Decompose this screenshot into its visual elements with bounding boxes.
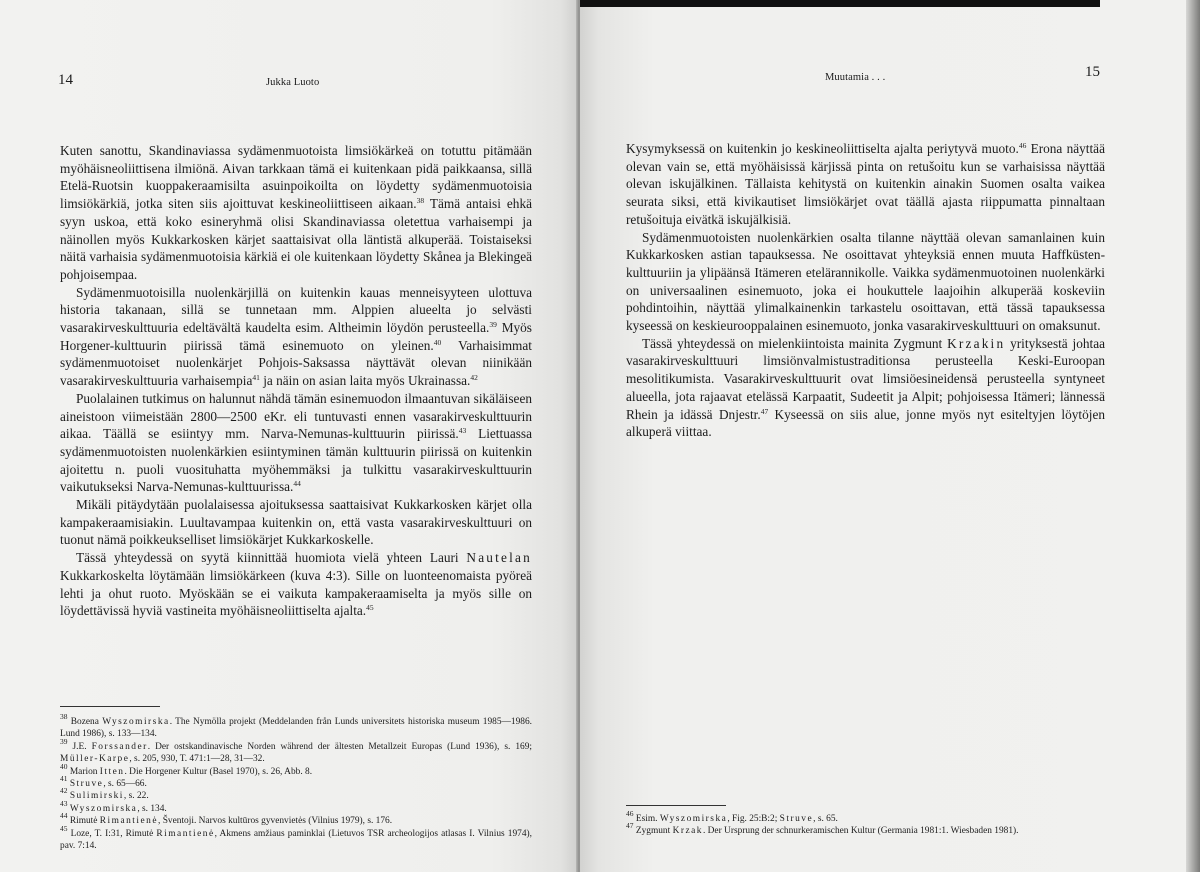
right-body-text [626,140,1105,441]
right-footnotes [626,809,1105,838]
footnote-ref: 47 [760,406,769,416]
footnote-divider [626,805,726,806]
spaced-name: Krzakin [947,335,1006,351]
footnote: $^{43}$ Wyszomirska, s. 134. [60,798,167,814]
paragraph: Puolalainen tutkimus on halunnut nähdä tämän esinemuodon ilmaantuvan sikäläiseen aineistoon viimeistään 2800—2500 eKr. eli tuntuvasti ennen vasarakirveskulttuurin aikaa. Täällä se esiintyy mm. Narva-Nemunas-kulttuurin piirissä.$^{43}$ Liettuassa sydämenmuotoisten nuolenkärkien esiintyminen tämän kulttuurin piirissä on kuitenkin ajoitettu n. puoli vuosituhatta myöhemmäksi ja tulkittu vasarakirveskulttuurin vaikutukseksi Narva-Nemunas-kulttuurissa.$^{44}$ [60,390,532,495]
footnote-ref: 44 [293,479,301,489]
spaced-name: Nautelan [466,550,532,566]
page-number-left: 14 [58,72,73,88]
footnote-ref: 43 [458,426,467,436]
footnote: $^{46}$ Esim. Wyszomirska, Fig. 25:B:2; Struve, s. 65. [626,809,838,824]
footnote-ref: 40 [433,337,442,347]
footnote-ref: 42 [470,373,478,383]
paragraph: Sydämenmuotoisilla nuolenkärjillä on kuitenkin kauas menneisyyteen ulottuva historia takanaan, sillä se tunnetaan mm. Alppien alueelta jo selvästi vasarakirveskulttuuria edeltävältä kaudelta esim. Altheimin löydön perusteella.$^{39}$ Myös Horgener-kulttuurin piirissä tämä esinemuoto on yleinen.$^{40}$ Varhaisimmat sydämenmuotoiset nuolenkärjet Pohjois-Saksassa näyttävät olevan niinikään vasarakirveskulttuuria varhaisempia$^{41}$ ja näin on asian laita myös Ukrainassa.$^{42}$ [60,284,532,389]
footnote-ref: 41 [252,373,260,383]
footnote-ref: 46 [1018,141,1027,150]
paragraph: Mikäli pitäydytään puolalaisessa ajoituksessa saattaisivat Kukkarkosken kärjet olla kampakeraamisiakin. Luultavampaa kuitenkin on, että vasta vasarakirveskulttuuri on tuonut nämä poikkeukselliset limsiökärjet Kukkarkoskelle. [60,497,532,548]
scan-edge-right [1186,0,1200,872]
footnote: $^{47}$ Zygmunt Krzak. Der Ursprung der schnurkeramischen Kultur (Germania 1981:1. Wiesbaden 1981). [626,821,1019,837]
footnote: $^{40}$ Marion Itten. Die Horgener Kultur (Basel 1970), s. 26, Abb. 8. [60,761,313,777]
right-page [580,0,1200,872]
paragraph: Kuten sanottu, Skandinaviassa sydämenmuotoista limsiökärkeä on totuttu pitämään myöhäisneoliittisena ilmiönä. Aivan tarkkaan tämä ei kuitenkaan pidä paikkaansa, sillä Etelä-Ruotsin kuoppakeraamisilta asuinpoikoilta on löydetty sydämenmuotoisia limsiökärkiä, jotka siten siis ajoittuvat keskineoliittiseen aikaan.$^{38}$ Tämä antaisi ehkä syyn uskoa, että koko esineryhmä olisi Skandinaviassa oletettua varhaisempi ja näinollen myös Kukkarkosken kärjet saattaisivat olla läntistä alkuperää. Toistaiseksi näitä varhaisia sydämenmuotoisia kärkiä ei ole kuitenkaan löydetty Skånea ja Blekingeä pohjoisempaa. [60,143,533,282]
footnote: $^{42}$ Sulimirski, s. 22. [60,786,149,802]
footnote: $^{41}$ Struve, s. 65—66. [60,774,147,790]
left-footnotes [60,712,533,852]
left-body-text [60,142,532,620]
footnote: $^{45}$ Loze, T. I:31, Rimutė Rimantienė, Akmens amžiaus paminklai (Lietuvos TSR archeologijos atlasas I. Vilnius 1974), pav. 7:14. [60,823,532,852]
footnote: $^{39}$ J.E. Forssander. Der ostskandinavische Norden während der ältesten Metallzeit Europas (Lund 1936), s. 169; Müller-Karpe, s. 205, 930, T. 471:1—28, 31—32. [60,736,533,765]
scan-edge-top [580,0,1100,7]
paragraph: Kysymyksessä on kuitenkin jo keskineoliittiselta ajalta periytyvä muoto.$^{46}$ Erona näyttää olevan vain se, että myöhäisissä kärjissä pinta on retušoitu kun se varhaisissa näyttää olevan iskujälkinen. Tällaista kehitystä on kuitenkin ainakin Suomen osalta vaikea seurata siksi, että kivikautiset limsiökärjet ovat täällä ajasta riippumatta pinnaltaan retušoituja eivätkä iskujälkisiä. [626,141,1105,227]
footnote: $^{44}$ Rimutė Rimantienė, Šventoji. Narvos kultūros gyvenvietės (Vilnius 1979), s. 176. [60,811,393,827]
running-head-author: Jukka Luoto [266,77,320,88]
footnote: $^{38}$ Bozena Wyszomirska. The Nymölla projekt (Meddelanden från Lunds universitets historiska museum 1985—1986. Lund 1986), s. 133—134. [60,712,532,740]
page-number-right: 15 [1085,64,1100,80]
footnote-ref: 39 [489,320,497,330]
paragraph: Tässä yhteydessä on mielenkiintoista mainita Zygmunt Krzakin yrityksestä johtaa vasarakirveskulttuuri limsiönvalmistustraditionsa perusteella Keski-Euroopan mesolitikumista. Vasarakirveskulttuurit ovat limsiöesineidensä perusteella syntyneet alueella, jota rajaavat etelässä Karpaatit, Sudeetit ja Alpit; pohjoisessa Itämeri; lännessä Rhein ja idässä Dnjestr.$^{47}$ Kyseessä on siis alue, jonne myös nyt esiteltyjen löytöjen alkuperä viittaa. [626,335,1106,440]
paragraph: Sydämenmuotoisten nuolenkärkien osalta tilanne näyttää olevan samanlainen kuin Kukkarkosken astian tapauksessa. Ne osoittavat yhteyksiä ennen muuta Haffküsten-kulttuuriin ja ylipäänsä Itämeren etelärannikolle. Vaikka sydämenmuotoinen nuolenkärki on universaalinen esinemuoto, joka ei houkuttele laajoihin alkuperää koskeviin pohdintoihin, näyttää ylimalkainenkin tarkastelu osoittavan, että tässä tapauksessa kyseessä on keskieurooppalainen esinemuoto, jonka vasarakirveskulttuuri on omaksunut. [626,229,1105,334]
left-page [0,0,578,872]
footnote-ref: 45 [366,603,374,613]
footnote-divider [60,706,160,707]
running-head-title: Muutamia . . . [825,72,886,83]
paragraph: Tässä yhteydessä on syytä kiinnittää huomiota vielä yhteen Lauri Nautelan Kukkarkoskelta löytämään limsiökärkeen (kuva 4:3). Sille on luonteenomaista pyöreä lehti ja ohut ruoto. Myöskään se ei vaikuta kampakeraamiselta ja myös sille on löydettävissä hyviä vastineita myöhäisneoliittiselta ajalta.$^{45}$ [60,550,532,619]
footnote-ref: 38 [416,196,425,206]
